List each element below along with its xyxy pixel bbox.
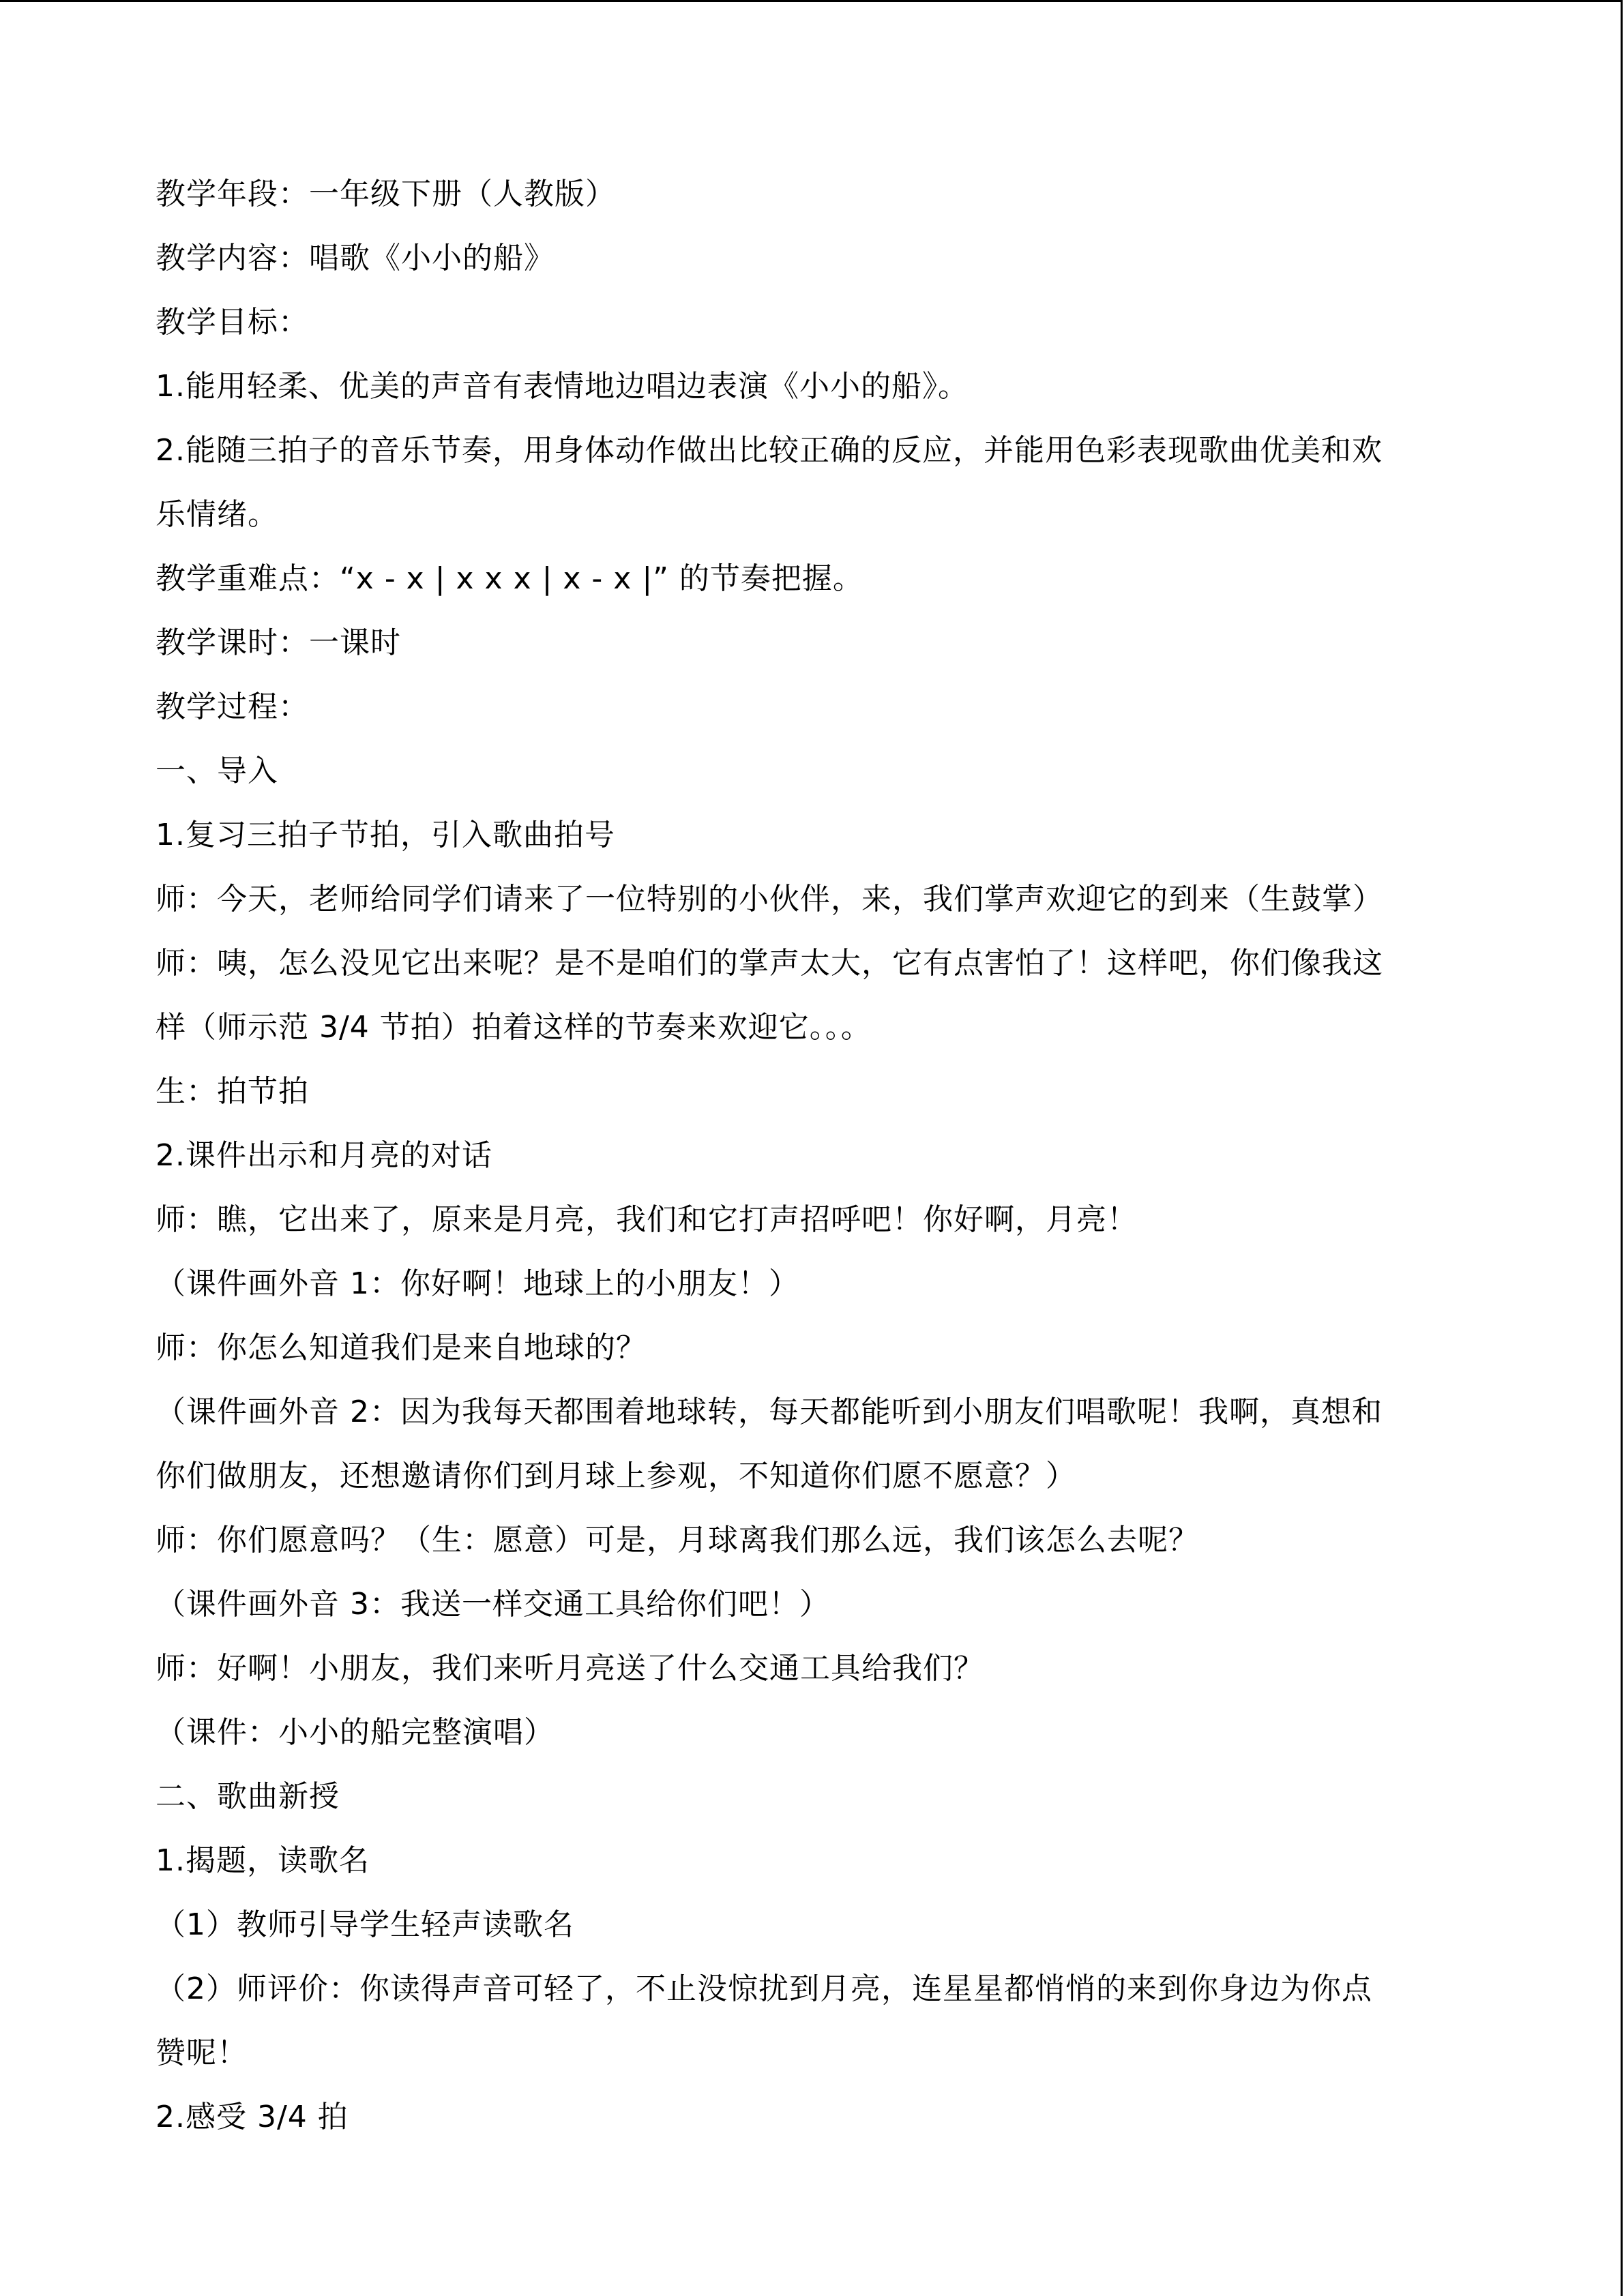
text-line: 师：你们愿意吗？（生：愿意）可是，月球离我们那么远，我们该怎么去呢？	[156, 1523, 1199, 1557]
text-line: 2.感受 3/4 拍	[156, 2100, 349, 2134]
text-line: 师：咦，怎么没见它出来呢？是不是咱们的掌声太大，它有点害怕了！这样吧，你们像我这	[156, 946, 1383, 981]
document-body	[156, 162, 1472, 2149]
text-line: 教学重难点：“x - x | x x x | x - x |” 的节奏把握。	[156, 561, 863, 596]
text-line: 教学内容：唱歌《小小的船》	[156, 241, 555, 275]
text-line: 赞呢！	[156, 2036, 248, 2070]
text-line: 1.揭题，读歌名	[156, 1843, 370, 1878]
text-line: （课件画外音 2：因为我每天都围着地球转，每天都能听到小朋友们唱歌呢！我啊，真想和	[156, 1395, 1383, 1429]
text-line: 师：好啊！小朋友，我们来听月亮送了什么交通工具给我们？	[156, 1651, 984, 1686]
text-line: （课件：小小的船完整演唱）	[156, 1715, 555, 1750]
text-line: 2.课件出示和月亮的对话	[156, 1138, 492, 1173]
text-line: 你们做朋友，还想邀请你们到月球上参观，不知道你们愿不愿意？）	[156, 1459, 1076, 1493]
text-line: 样（师示范 3/4 节拍）拍着这样的节奏来欢迎它。。。	[156, 1010, 872, 1045]
text-line: 师：你怎么知道我们是来自地球的？	[156, 1330, 647, 1365]
text-line: 二、歌曲新授	[156, 1779, 340, 1814]
text-line: 师：今天，老师给同学们请来了一位特别的小伙伴，来，我们掌声欢迎它的到来（生鼓掌）	[156, 882, 1383, 916]
text-line: （课件画外音 3：我送一样交通工具给你们吧！）	[156, 1587, 830, 1622]
text-line: 1.能用轻柔、优美的声音有表情地边唱边表演《小小的船》。	[156, 369, 969, 404]
text-line: （2）师评价：你读得声音可轻了，不止没惊扰到月亮，连星星都悄悄的来到你身边为你点	[156, 1971, 1372, 2006]
text-line: 教学课时：一课时	[156, 625, 401, 660]
text-line: （课件画外音 1：你好啊！地球上的小朋友！）	[156, 1266, 799, 1301]
text-line: 教学过程：	[156, 689, 309, 724]
text-line: 教学年段：一年级下册（人教版）	[156, 177, 616, 211]
text-line: 师：瞧，它出来了，原来是月亮，我们和它打声招呼吧！你好啊，月亮！	[156, 1202, 1138, 1237]
text-line: 一、导入	[156, 754, 278, 788]
text-line: 生：拍节拍	[156, 1074, 309, 1109]
text-line: （1）教师引导学生轻声读歌名	[156, 1907, 574, 1942]
text-line: 2.能随三拍子的音乐节奏，用身体动作做出比较正确的反应，并能用色彩表现歌曲优美和欢	[156, 433, 1383, 468]
text-line: 乐情绪。	[156, 497, 278, 532]
text-line: 1.复习三拍子节拍，引入歌曲拍号	[156, 818, 615, 852]
text-line: 教学目标：	[156, 305, 309, 340]
